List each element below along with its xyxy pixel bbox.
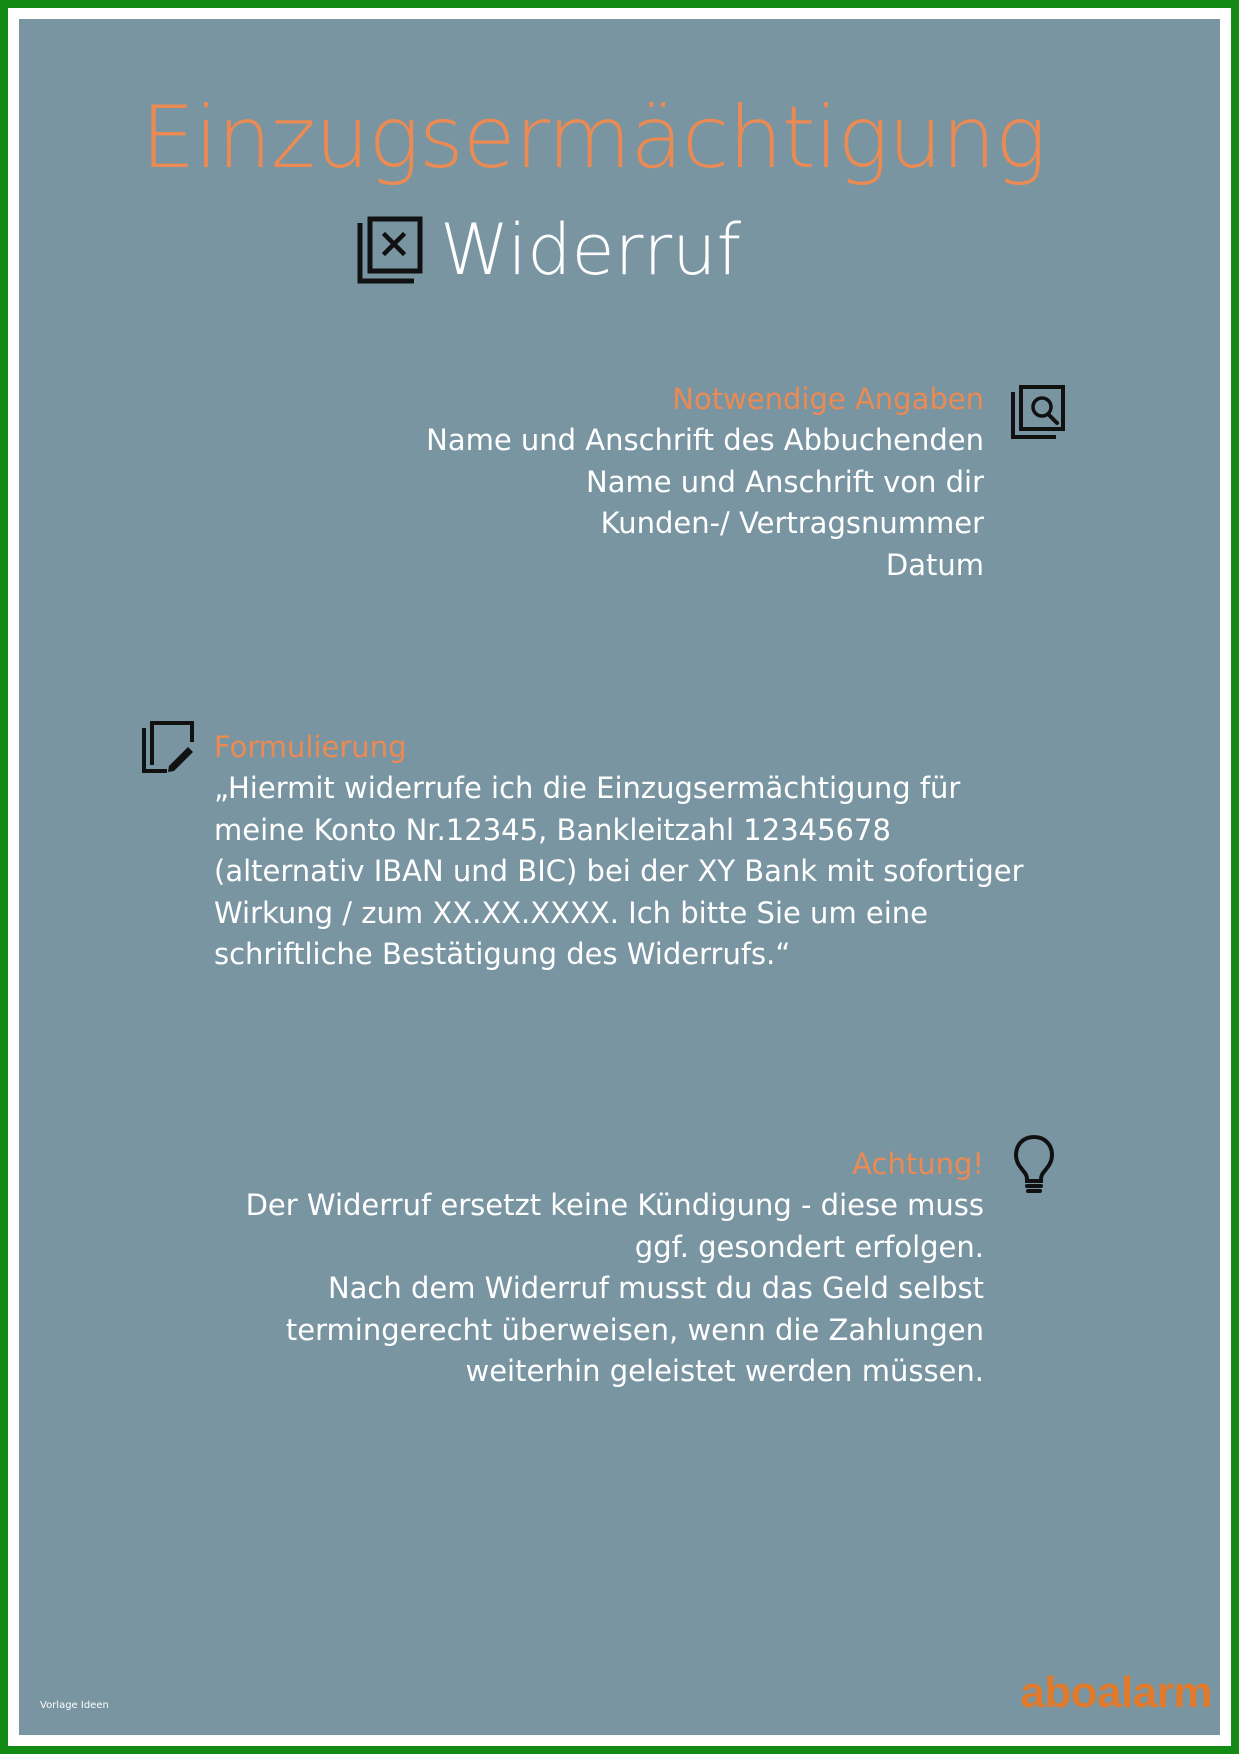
section-required-line: Datum bbox=[885, 547, 984, 582]
section-warning-line: weiterhin geleistet werden müssen. bbox=[465, 1354, 984, 1388]
section-required-heading: Notwendige Angaben bbox=[672, 382, 984, 416]
section-wording-line: (alternativ IBAN und BIC) bei der XY Bank mit sofortiger bbox=[214, 854, 1024, 888]
section-wording-line: meine Konto Nr.12345, Bankleitzahl 12345678 bbox=[214, 812, 891, 847]
section-wording-heading: Formulierung bbox=[214, 730, 407, 764]
subtitle-row bbox=[356, 210, 741, 290]
document-search-icon bbox=[1010, 384, 1066, 440]
footer-credit: Vorlage Ideen bbox=[40, 1700, 109, 1711]
document-edit-icon bbox=[141, 720, 195, 774]
lightbulb-icon bbox=[1012, 1133, 1056, 1197]
section-required-line: Kunden-/ Vertragsnummer bbox=[600, 506, 984, 540]
section-warning bbox=[246, 1144, 984, 1393]
document-close-icon bbox=[356, 215, 426, 285]
aboalarm-logo: aboalarm bbox=[1020, 1668, 1212, 1717]
section-wording-line: „Hiermit widerrufe ich die Einzugsermächtigung für bbox=[214, 771, 961, 805]
section-warning-line: ggf. gesondert erfolgen. bbox=[634, 1229, 984, 1264]
section-wording-line: schriftliche Bestätigung des Widerrufs.“ bbox=[214, 937, 791, 971]
section-required-line: Name und Anschrift des Abbuchenden bbox=[426, 423, 984, 457]
section-required bbox=[426, 379, 984, 586]
section-wording bbox=[214, 727, 1024, 976]
section-warning-heading: Achtung! bbox=[852, 1147, 984, 1181]
section-warning-line: termingerecht überweisen, wenn die Zahlungen bbox=[285, 1312, 984, 1347]
section-required-line: Name und Anschrift von dir bbox=[586, 464, 984, 499]
page-title: Einzugsermächtigung bbox=[141, 88, 1046, 188]
section-warning-line: Der Widerruf ersetzt keine Kündigung - diese muss bbox=[245, 1188, 984, 1222]
section-warning-line: Nach dem Widerruf musst du das Geld selbst bbox=[327, 1271, 984, 1305]
page-subtitle: Widerruf bbox=[440, 209, 742, 291]
section-wording-line: Wirkung / zum XX.XX.XXXX. Ich bitte Sie um eine bbox=[214, 895, 929, 930]
